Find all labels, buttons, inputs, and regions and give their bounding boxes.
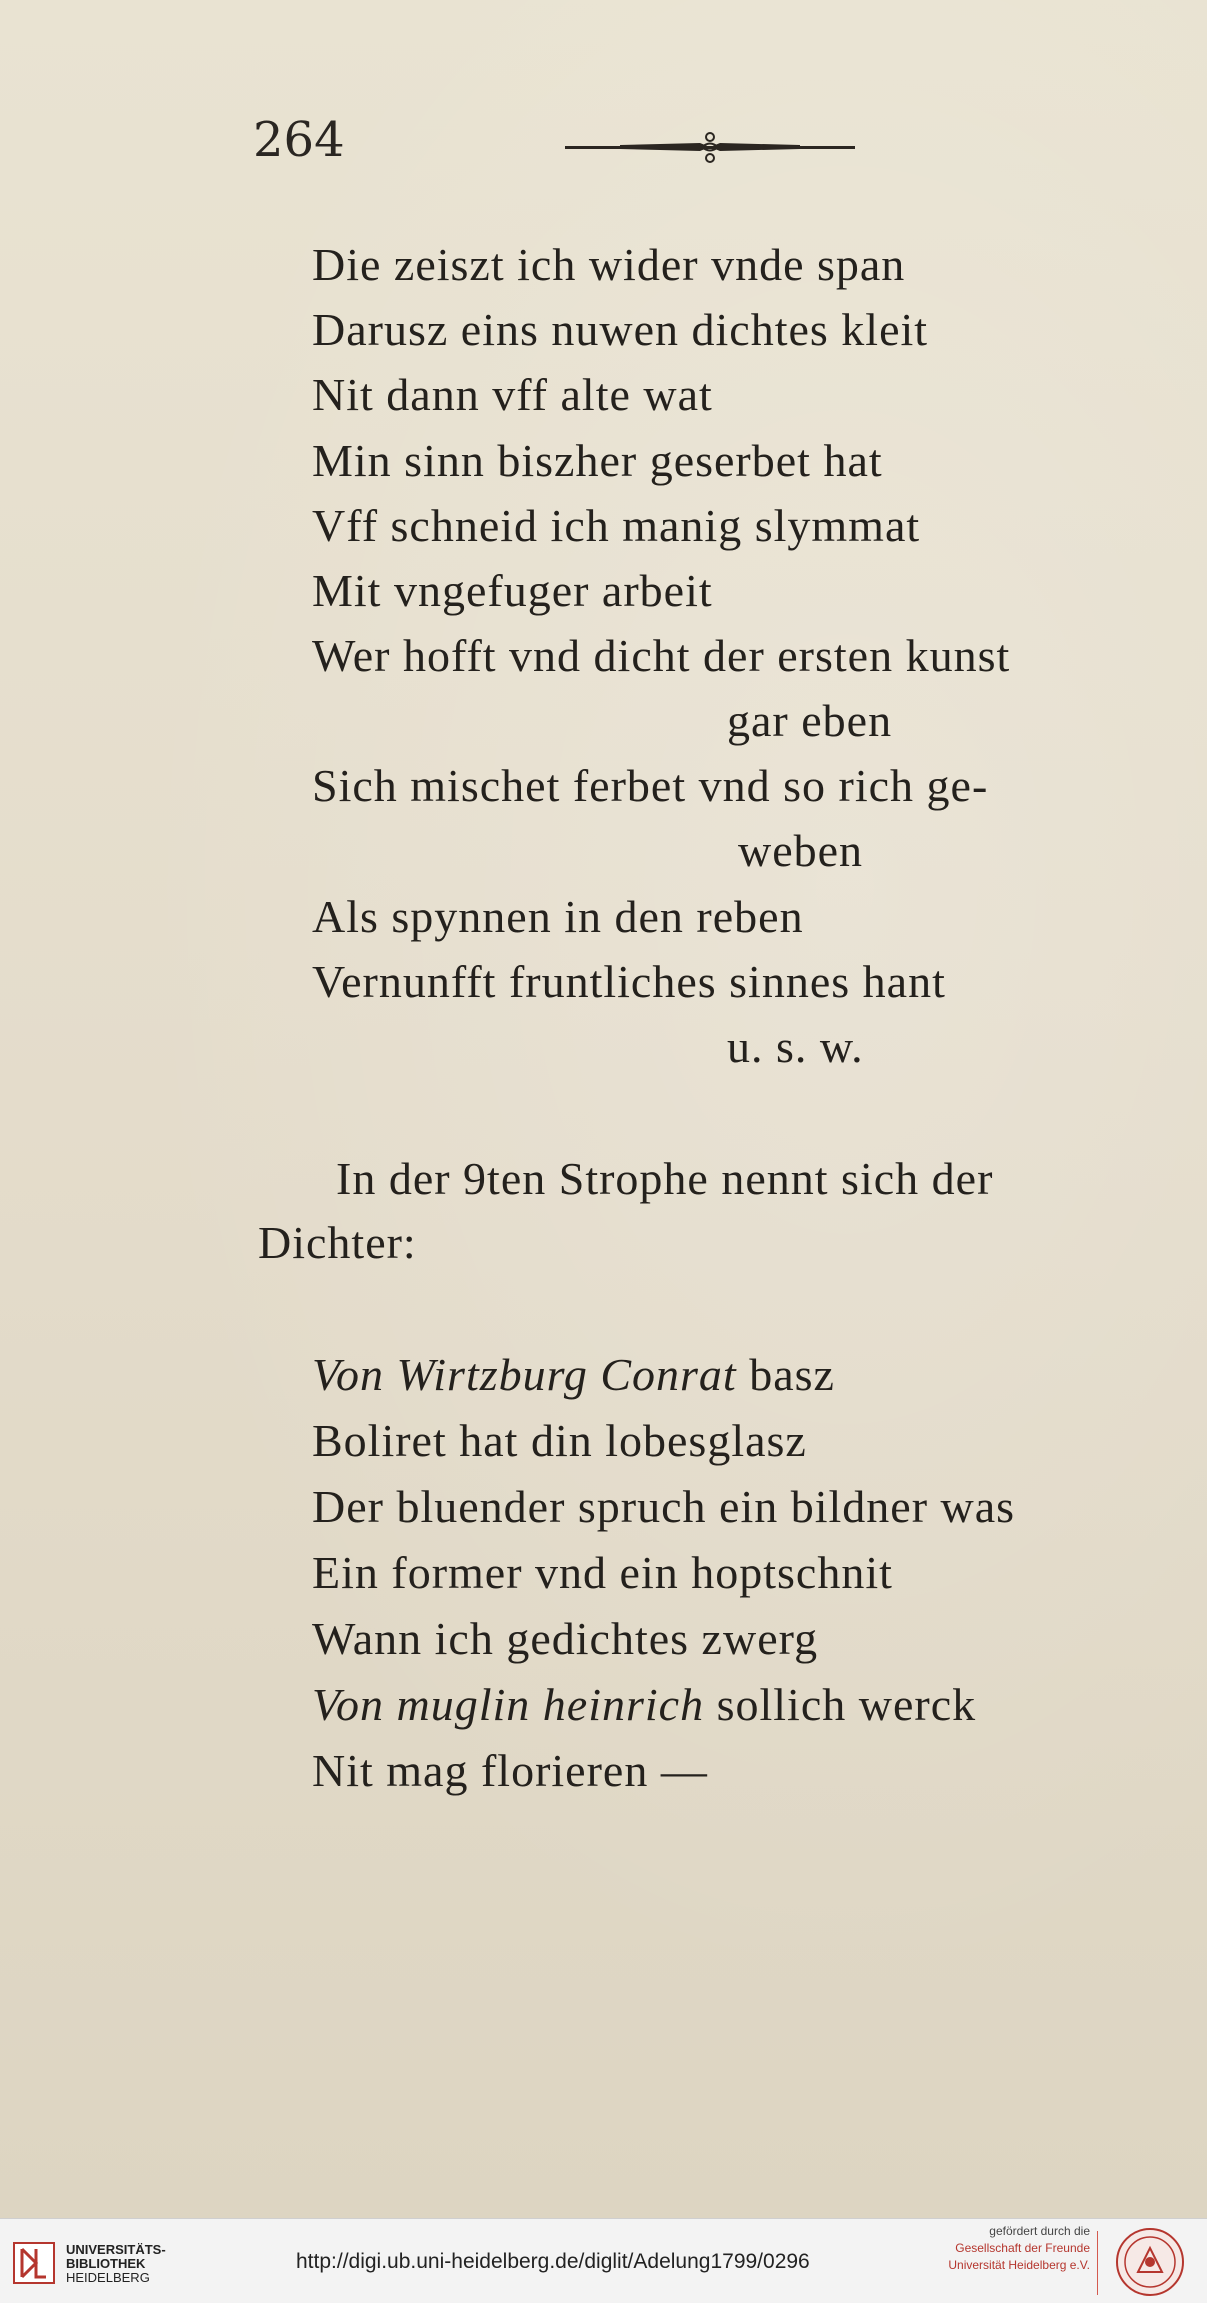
verse-line-continuation: gar eben	[727, 695, 893, 746]
verse-line: Vff schneid ich manig slymmat	[312, 500, 921, 551]
verse-line: Mit vngefuger arbeit	[312, 565, 713, 616]
university-library-logo-icon	[12, 2241, 56, 2285]
verse-line: Ein former vnd ein hoptschnit	[312, 1547, 893, 1598]
prose-line: In der 9ten Strophe nennt sich der	[336, 1153, 994, 1204]
verse-line-continuation: weben	[738, 825, 864, 876]
verse-line: Wann ich gedichtes zwerg	[312, 1613, 819, 1664]
verse-line: Von Wirtzburg Conrat basz	[312, 1349, 835, 1400]
verse-line: Min sinn biszher geserbet hat	[312, 435, 883, 486]
author-name: Von Wirtzburg Conrat	[312, 1349, 737, 1400]
sponsor-text: gefördert durch die Gesellschaft der Freunde Universität Heidelberg e.V.	[948, 2224, 1090, 2272]
ornament-divider-icon	[560, 128, 860, 168]
verse-line: Wer hofft vnd dicht der ersten kunst	[312, 630, 1011, 681]
verse-line: Als spynnen in den reben	[312, 891, 804, 942]
verse-line: Von muglin heinrich sollich werck	[312, 1679, 977, 1730]
verse-line-continuation: u. s. w.	[727, 1021, 864, 1072]
prose-line: Dichter:	[258, 1217, 417, 1268]
verse-line: Die zeiszt ich wider vnde span	[312, 239, 906, 290]
library-name: UNIVERSITÄTS- BIBLIOTHEK HEIDELBERG	[66, 2242, 166, 2285]
verse-line: Darusz eins nuwen dichtes kleit	[312, 304, 929, 355]
footer-bar	[0, 2218, 1207, 2303]
verse-line: Sich mischet ferbet vnd so rich ge-	[312, 760, 989, 811]
verse-line: Nit dann vff alte wat	[312, 369, 713, 420]
verse-line: Der bluender spruch ein bildner was	[312, 1481, 1016, 1532]
permalink-url[interactable]: http://digi.ub.uni-heidelberg.de/diglit/Adelung1799/0296	[296, 2250, 810, 2273]
author-name: Von muglin heinrich	[312, 1679, 705, 1730]
verse-line: Nit mag florieren —	[312, 1745, 708, 1796]
verse-line: Vernunfft fruntliches sinnes hant	[312, 956, 946, 1007]
verse-line: Boliret hat din lobesglasz	[312, 1415, 807, 1466]
footer-divider	[1097, 2231, 1098, 2295]
page-number: 264	[253, 112, 345, 168]
university-seal-icon	[1110, 2226, 1190, 2298]
